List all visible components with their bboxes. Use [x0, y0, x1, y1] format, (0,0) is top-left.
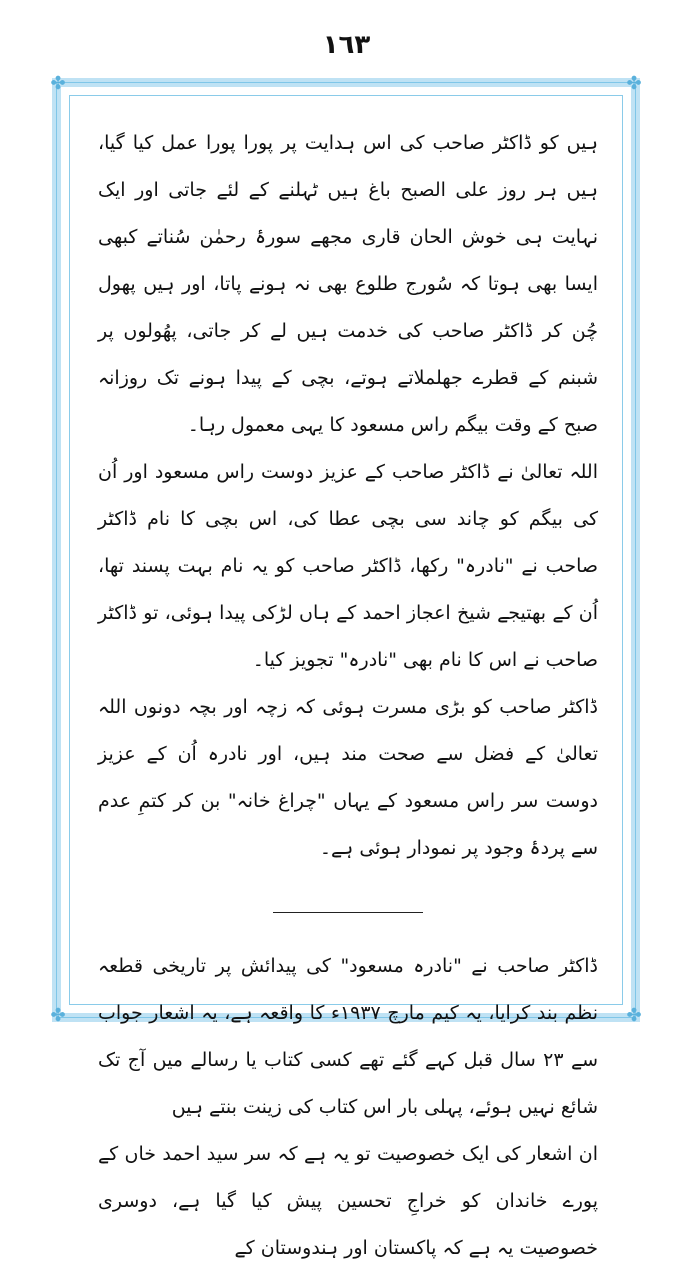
- corner-ornament-icon: ✤: [626, 1005, 642, 1026]
- corner-ornament-icon: ✤: [626, 73, 642, 94]
- page-number: ١٦٣: [322, 30, 371, 60]
- paragraph-1: ہیں کو ڈاکٹر صاحب کی اس ہدایت پر پورا پورا عمل کیا گیا، ہیں ہر روز علی الصبح باغ ہیں ٹہلنے کے لئے جاتی اور ایک نہایت ہی خوش الحان قاری مجھے سورۂ رحمٰن سُناتے کبھی ایسا بھی ہوتا کہ سُورج طلوع بھی نہ ہونے پاتا، اور ہیں پھول چُن کر ڈاکٹر صاحب کی خدمت ہیں لے کر جاتی، پھُولوں پر شبنم کے قطرے جھلملاتے ہوتے، بچی کے پیدا ہونے تک روزانہ صبح کے وقت بیگم راس مسعود کا یہی معمول رہا۔: [98, 132, 598, 436]
- page-body: [98, 120, 598, 1272]
- paragraph-2: اللہ تعالیٰ نے ڈاکٹر صاحب کے عزیز دوست راس مسعود اور اُن کی بیگم کو چاند سی بچی عطا کی، اس بچی کا نام ڈاکٹر صاحب نے "نادرہ" رکھا، ڈاکٹر صاحب کو یہ نام بہت پسند تھا، اُن کے بھتیجے شیخ اعجاز احمد کے ہاں لڑکی پیدا ہوئی، تو ڈاکٹر صاحب نے اس کا نام بھی "نادرہ" تجویز کیا۔: [98, 461, 598, 671]
- corner-ornament-icon: ✤: [50, 1005, 66, 1026]
- paragraph-5: ان اشعار کی ایک خصوصیت تو یہ ہے کہ سر سید احمد خاں کے پورے خاندان کو خراجِ تحسین پیش کیا گیا ہے، دوسری خصوصیت یہ ہے کہ پاکستان اور ہندوستان کے: [98, 1143, 598, 1259]
- section-divider: [273, 912, 423, 913]
- corner-ornament-icon: ✤: [50, 73, 66, 94]
- paragraph-4: ڈاکٹر صاحب نے "نادرہ مسعود" کی پیدائش پر تاریخی قطعہ نظم بند کرایا، یہ کیم مارچ ١٩٣٧ء کا واقعہ ہے، یہ اشعار جواب سے ٢٣ سال قبل کہے گئے تھے کسی کتاب یا رسالے میں آج تک شائع نہیں ہوئے، پہلی بار اس کتاب کی زینت بنتے ہیں: [98, 955, 599, 1118]
- paragraph-3: ڈاکٹر صاحب کو بڑی مسرت ہوئی کہ زچہ اور بچہ دونوں اللہ تعالیٰ کے فضل سے صحت مند ہیں، اور نادرہ اُن کے عزیز دوست سر راس مسعود کے یہاں "چراغ خانہ" بن کر کتمِ عدم سے پردۂ وجود پر نمودار ہوئی ہے۔: [98, 696, 598, 859]
